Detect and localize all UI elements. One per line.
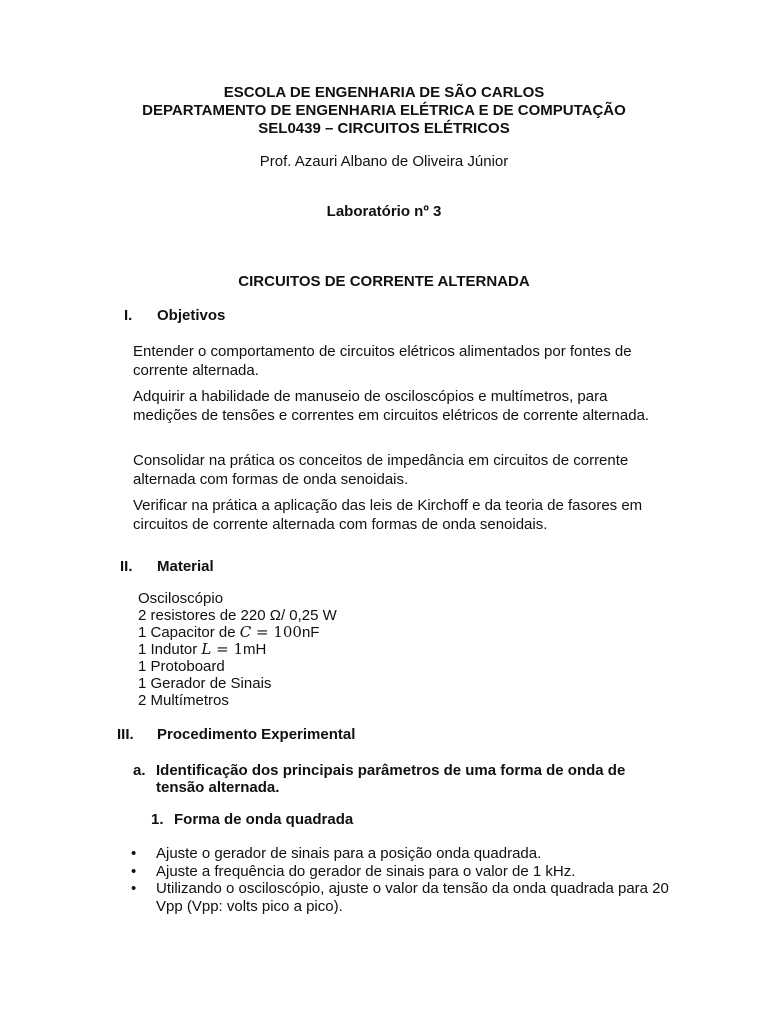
subsection-a-title: Identificação dos principais parâmetros de uma forma de onda de [156, 762, 626, 779]
objective-paragraph: Consolidar na prática os conceitos de impedância em circuitos de corrente alternada com formas de onda senoidais. [133, 452, 629, 488]
step-1-title: Forma de onda quadrada [174, 811, 354, 828]
school-name: ESCOLA DE ENGENHARIA DE SÃO CARLOS [223, 84, 545, 101]
section-1-number: I. [124, 307, 133, 324]
capacitor-variable: C [239, 623, 252, 641]
lab-number: Laboratório nº 3 [326, 203, 442, 220]
material-item: 1 Gerador de Sinais [138, 675, 272, 692]
material-item [138, 641, 337, 658]
inductor-prefix: 1 Indutor [138, 641, 202, 658]
professor-name: Prof. Azauri Albano de Oliveira Júnior [259, 153, 509, 170]
inductor-variable: L [201, 640, 212, 658]
bullet-icon: • [131, 845, 137, 862]
list-item [131, 863, 671, 881]
capacitor-prefix: 1 Capacitor de [138, 624, 240, 641]
capacitor-unit: nF [301, 624, 320, 641]
material-item: 2 resistores de 220 Ω/ 0,25 W [138, 607, 337, 624]
bullet-icon: • [131, 862, 137, 880]
material-item: Osciloscópio [138, 590, 224, 607]
material-item [138, 624, 337, 641]
list-item [131, 845, 671, 863]
material-item: 2 Multímetros [138, 692, 229, 709]
capacitor-value: = 100 [251, 623, 302, 641]
department-name: DEPARTAMENTO DE ENGENHARIA ELÉTRICA E DE COMPUTAÇÃO [142, 102, 626, 119]
objective-paragraph: Adquirir a habilidade de manuseio de osciloscópios e multímetros, para medições de tensões e correntes em circuitos elétricos de corrente alternada. [133, 388, 650, 424]
inductor-value: = 1 [211, 640, 244, 658]
section-2-number: II. [120, 558, 133, 575]
bullet-icon: • [131, 880, 137, 897]
section-2-title: Material [157, 558, 214, 575]
material-list [138, 590, 337, 709]
section-1-title: Objetivos [157, 307, 226, 324]
section-3-title: Procedimento Experimental [157, 726, 356, 743]
step-1-label: 1. [151, 811, 164, 828]
list-item [131, 880, 671, 915]
subsection-a-label: a. [133, 762, 146, 779]
document-title: CIRCUITOS DE CORRENTE ALTERNADA [238, 273, 530, 290]
course-name: SEL0439 – CIRCUITOS ELÉTRICOS [258, 120, 510, 137]
material-item: 1 Protoboard [138, 658, 225, 675]
objective-paragraph: Verificar na prática a aplicação das leis de Kirchoff e da teoria de fasores em circuitos de corrente alternada com formas de onda senoidais. [133, 497, 643, 533]
list-item-text: Ajuste a frequência do gerador de sinais para o valor de 1 kHz. [156, 862, 576, 880]
list-item-text: Ajuste o gerador de sinais para a posição onda quadrada. [156, 845, 542, 862]
list-item-text: Utilizando o osciloscópio, ajuste o valor da tensão da onda quadrada para 20 Vpp (Vpp: volts pico a pico). [156, 880, 669, 915]
subsection-a-title-cont: tensão alternada. [156, 779, 280, 796]
procedure-bullet-list [131, 845, 671, 915]
inductor-unit: mH [243, 641, 267, 658]
objective-paragraph: Entender o comportamento de circuitos elétricos alimentados por fontes de corrente alternada. [133, 343, 632, 379]
section-3-number: III. [117, 726, 134, 743]
